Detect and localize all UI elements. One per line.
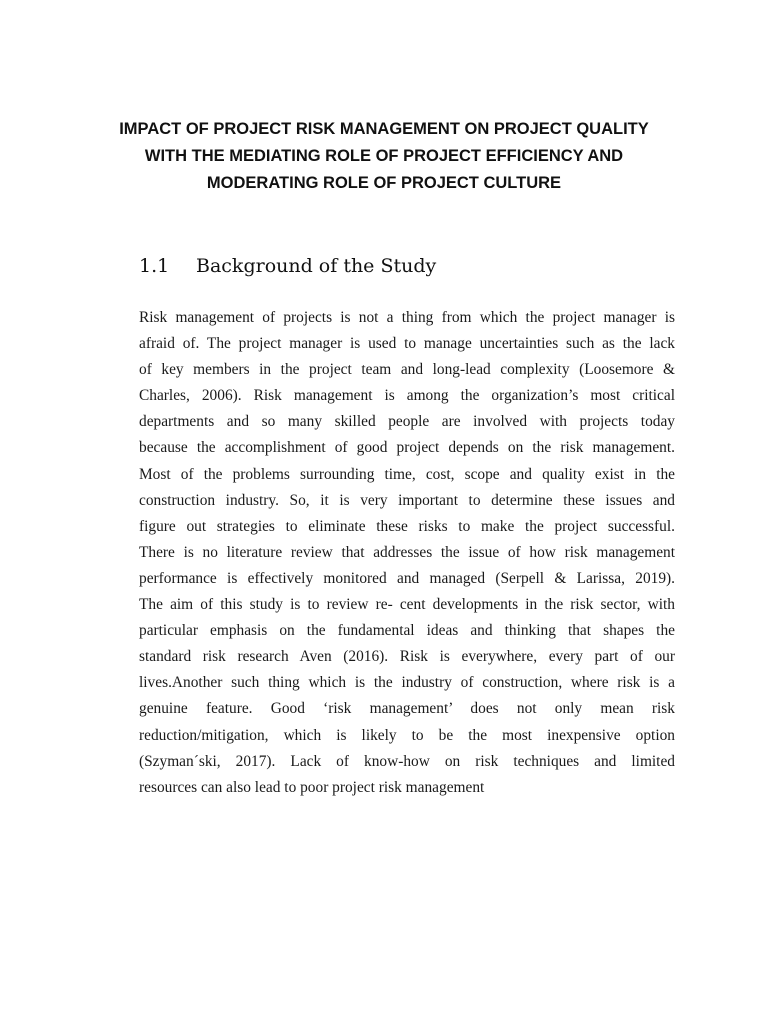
paragraph-line: lives.Another such thing which is the industry of construction, where risk is a [139,674,675,692]
paragraph-line: departments and so many skilled people are involved with projects today [139,413,675,431]
title-line-3: MODERATING ROLE OF PROJECT CULTURE [206,174,562,192]
paragraph-line: reduction/mitigation, which is likely to be the most inexpensive option [139,726,675,744]
paragraph-line: performance is effectively monitored and managed (Serpell & Larissa, 2019). [139,569,675,587]
section-number: 1.1 [139,255,170,277]
paragraph-line: Charles, 2006). Risk management is among the organization’s most critical [139,387,675,405]
paragraph-line: standard risk research Aven (2016). Risk is everywhere, every part of our [139,648,675,666]
title-line-1: IMPACT OF PROJECT RISK MANAGEMENT ON PROJECT QUALITY [119,120,649,138]
paragraph-line: Most of the problems surrounding time, cost, scope and quality exist in the [139,465,675,483]
section-heading [139,255,436,277]
title-line-2: WITH THE MEDIATING ROLE OF PROJECT EFFICIENCY AND [144,147,624,165]
paragraph-line: construction industry. So, it is very important to determine these issues and [139,491,675,509]
section-title: Background of the Study [196,255,437,277]
paragraph-line: There is no literature review that addresses the issue of how risk management [139,543,675,561]
paragraph-line: (Szyman´ski, 2017). Lack of know-how on risk techniques and limited [139,752,675,770]
body-paragraph [139,305,675,801]
paragraph-line: particular emphasis on the fundamental ideas and thinking that shapes the [139,622,675,640]
paragraph-line: resources can also lead to poor project risk management [139,778,485,796]
document-title [0,116,768,197]
paragraph-line: The aim of this study is to review re- cent developments in the risk sector, with [139,596,675,614]
paragraph-line: figure out strategies to eliminate these risks to make the project successful. [139,517,675,535]
paragraph-line: because the accomplishment of good project depends on the risk management. [139,439,675,457]
paragraph-line: genuine feature. Good ‘risk management’ does not only mean risk [139,700,675,718]
paragraph-line: afraid of. The project manager is used to manage uncertainties such as the lack [139,335,675,353]
paragraph-line: of key members in the project team and long-lead complexity (Loosemore & [139,361,675,379]
paragraph-line: Risk management of projects is not a thing from which the project manager is [139,309,675,326]
